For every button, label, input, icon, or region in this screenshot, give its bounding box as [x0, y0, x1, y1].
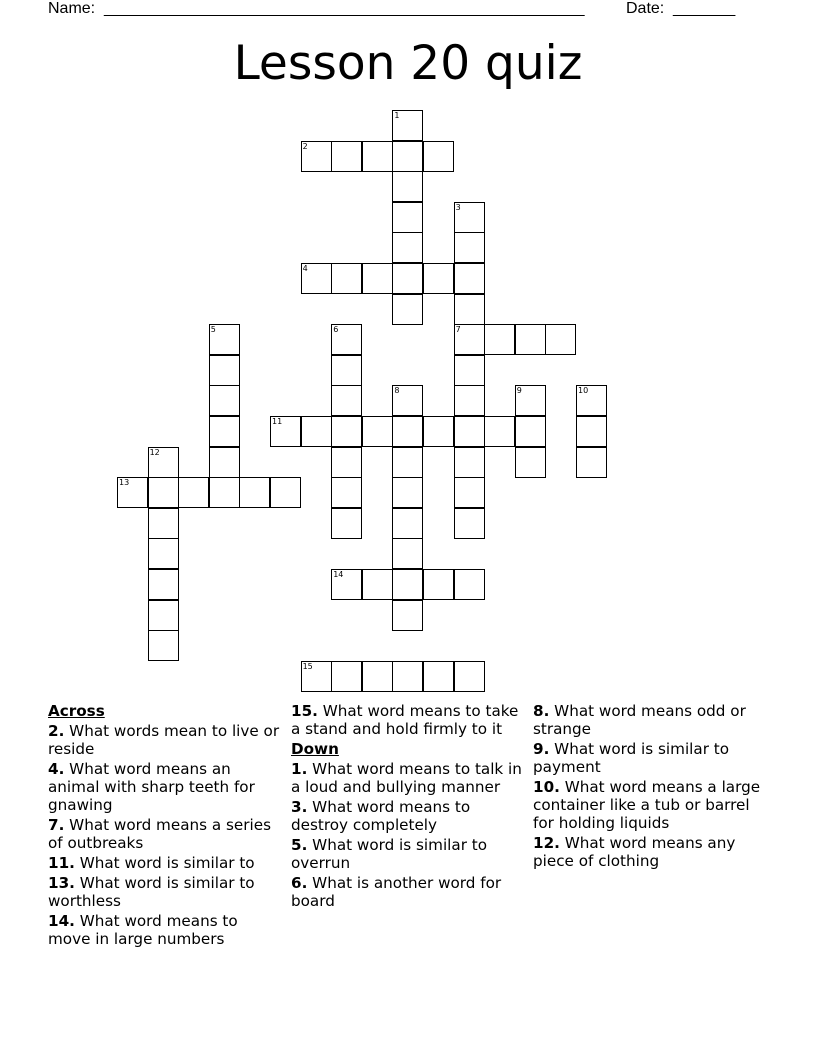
grid-cell[interactable]: [454, 324, 485, 355]
grid-cell[interactable]: [331, 416, 362, 447]
grid-cell[interactable]: [148, 447, 179, 478]
cell-number: 4: [302, 264, 308, 273]
grid-cell[interactable]: [331, 263, 362, 294]
grid-cell[interactable]: [301, 141, 332, 172]
grid-cell[interactable]: [331, 477, 362, 508]
grid-cell[interactable]: [331, 661, 362, 692]
grid-cell[interactable]: [454, 355, 485, 386]
grid-cell[interactable]: [148, 477, 179, 508]
clue-down-1: 1. What word means to talk in a loud and bullying manner: [291, 760, 522, 796]
clue-across-7: 7. What word means a series of outbreaks: [48, 816, 271, 852]
name-field[interactable]: ______________________________________________________: [104, 0, 585, 17]
grid-cell[interactable]: [392, 447, 423, 478]
grid-cell[interactable]: [362, 416, 393, 447]
grid-cell[interactable]: [545, 324, 576, 355]
grid-cell[interactable]: [331, 324, 362, 355]
grid-cell[interactable]: [454, 263, 485, 294]
clues-column-2: [291, 702, 523, 912]
grid-cell[interactable]: [392, 202, 423, 233]
grid-cell[interactable]: [454, 294, 485, 325]
grid-cell[interactable]: [423, 569, 454, 600]
grid-cell[interactable]: [301, 661, 332, 692]
grid-cell[interactable]: [239, 477, 270, 508]
cell-number: 3: [455, 202, 461, 212]
grid-cell[interactable]: [423, 416, 454, 447]
across-heading: Across: [48, 702, 105, 720]
grid-cell[interactable]: [576, 416, 607, 447]
grid-cell[interactable]: [148, 538, 179, 569]
grid-cell[interactable]: [423, 141, 454, 172]
clue-across-14: 14. What word means to move in large numbers: [48, 912, 238, 948]
cell-number: 11: [272, 417, 283, 426]
cell-number: 8: [394, 386, 400, 396]
grid-cell[interactable]: [392, 477, 423, 508]
grid-cell[interactable]: [148, 569, 179, 600]
grid-cell[interactable]: [148, 508, 179, 539]
clue-across-13: 13. What word is similar to worthless: [48, 874, 255, 910]
grid-cell[interactable]: [331, 569, 362, 600]
grid-cell[interactable]: [515, 416, 546, 447]
grid-cell[interactable]: [392, 110, 423, 141]
grid-cell[interactable]: [117, 477, 148, 508]
grid-cell[interactable]: [362, 263, 393, 294]
grid-cell[interactable]: [484, 324, 515, 355]
grid-cell[interactable]: [515, 385, 546, 416]
cell-number: 1: [394, 111, 400, 120]
grid-cell[interactable]: [209, 416, 240, 447]
grid-cell[interactable]: [209, 385, 240, 416]
grid-cell[interactable]: [331, 385, 362, 416]
grid-cell[interactable]: [576, 385, 607, 416]
cell-number: 13: [119, 478, 130, 488]
cell-number: 14: [333, 570, 344, 579]
grid-cell[interactable]: [392, 232, 423, 263]
grid-cell[interactable]: [576, 447, 607, 478]
grid-cell[interactable]: [392, 385, 423, 416]
grid-cell[interactable]: [423, 263, 454, 294]
clue-across-15: 15. What word means to take a stand and hold firmly to it: [291, 702, 519, 738]
grid-cell[interactable]: [392, 569, 423, 600]
grid-cell[interactable]: [209, 355, 240, 386]
grid-cell[interactable]: [454, 508, 485, 539]
clues-column-3: [533, 702, 765, 872]
grid-cell[interactable]: [209, 447, 240, 478]
grid-cell[interactable]: [392, 294, 423, 325]
cell-number: 15: [302, 661, 313, 671]
grid-cell[interactable]: [392, 508, 423, 539]
cell-number: 9: [516, 386, 522, 396]
grid-cell[interactable]: [331, 355, 362, 386]
grid-cell[interactable]: [454, 447, 485, 478]
clue-down-5: 5. What word is similar to overrun: [291, 836, 488, 872]
grid-cell[interactable]: [148, 600, 179, 631]
grid-cell[interactable]: [454, 202, 485, 233]
grid-cell[interactable]: [392, 263, 423, 294]
grid-cell[interactable]: [515, 447, 546, 478]
name-label: Name:: [48, 0, 96, 17]
grid-cell[interactable]: [454, 661, 485, 692]
grid-cell[interactable]: [454, 385, 485, 416]
grid-cell[interactable]: [392, 538, 423, 569]
clue-down-10: 10. What word means a large container like a tub or barrel for holding liquids: [533, 778, 761, 832]
grid-cell[interactable]: [392, 416, 423, 447]
cell-number: 7: [455, 325, 461, 335]
clue-across-2: 2. What words mean to live or reside: [48, 722, 280, 758]
clues-column-1: [48, 702, 280, 950]
grid-cell[interactable]: [484, 416, 515, 447]
grid-cell[interactable]: [331, 508, 362, 539]
cell-number: 2: [302, 141, 308, 151]
grid-cell[interactable]: [148, 630, 179, 661]
grid-cell[interactable]: [392, 141, 423, 172]
clue-across-4: 4. What word means an animal with sharp teeth for gnawing: [48, 760, 255, 814]
grid-cell[interactable]: [178, 477, 209, 508]
clue-across-11: 11. What word is similar to: [48, 854, 255, 872]
grid-cell[interactable]: [270, 477, 301, 508]
grid-cell[interactable]: [454, 569, 485, 600]
grid-cell[interactable]: [362, 569, 393, 600]
grid-cell[interactable]: [301, 416, 332, 447]
clue-down-9: 9. What word is similar to payment: [533, 740, 730, 776]
grid-cell[interactable]: [454, 232, 485, 263]
cell-number: 5: [210, 325, 216, 335]
grid-cell[interactable]: [515, 324, 546, 355]
grid-cell[interactable]: [362, 661, 393, 692]
grid-cell[interactable]: [392, 600, 423, 631]
down-heading: Down: [291, 740, 339, 758]
grid-cell[interactable]: [392, 171, 423, 202]
grid-cell[interactable]: [423, 661, 454, 692]
date-field[interactable]: _______: [673, 0, 736, 17]
clue-down-3: 3. What word means to destroy completely: [291, 798, 471, 834]
cell-number: 10: [578, 386, 589, 396]
grid-cell[interactable]: [331, 141, 362, 172]
grid-cell[interactable]: [331, 447, 362, 478]
cell-number: 12: [149, 447, 160, 457]
grid-cell[interactable]: [301, 263, 332, 294]
grid-cell[interactable]: [362, 141, 393, 172]
cell-number: 6: [333, 325, 339, 335]
clue-down-12: 12. What word means any piece of clothing: [533, 834, 736, 870]
grid-cell[interactable]: [454, 416, 485, 447]
grid-cell[interactable]: [270, 416, 301, 447]
grid-cell[interactable]: [209, 477, 240, 508]
grid-cell[interactable]: [454, 477, 485, 508]
date-label: Date:: [626, 0, 665, 17]
grid-cell[interactable]: [392, 661, 423, 692]
grid-cell[interactable]: [209, 324, 240, 355]
page-title: Lesson 20 quiz: [233, 36, 583, 91]
clue-down-8: 8. What word means odd or strange: [533, 702, 746, 738]
clue-down-6: 6. What is another word for board: [291, 874, 502, 910]
